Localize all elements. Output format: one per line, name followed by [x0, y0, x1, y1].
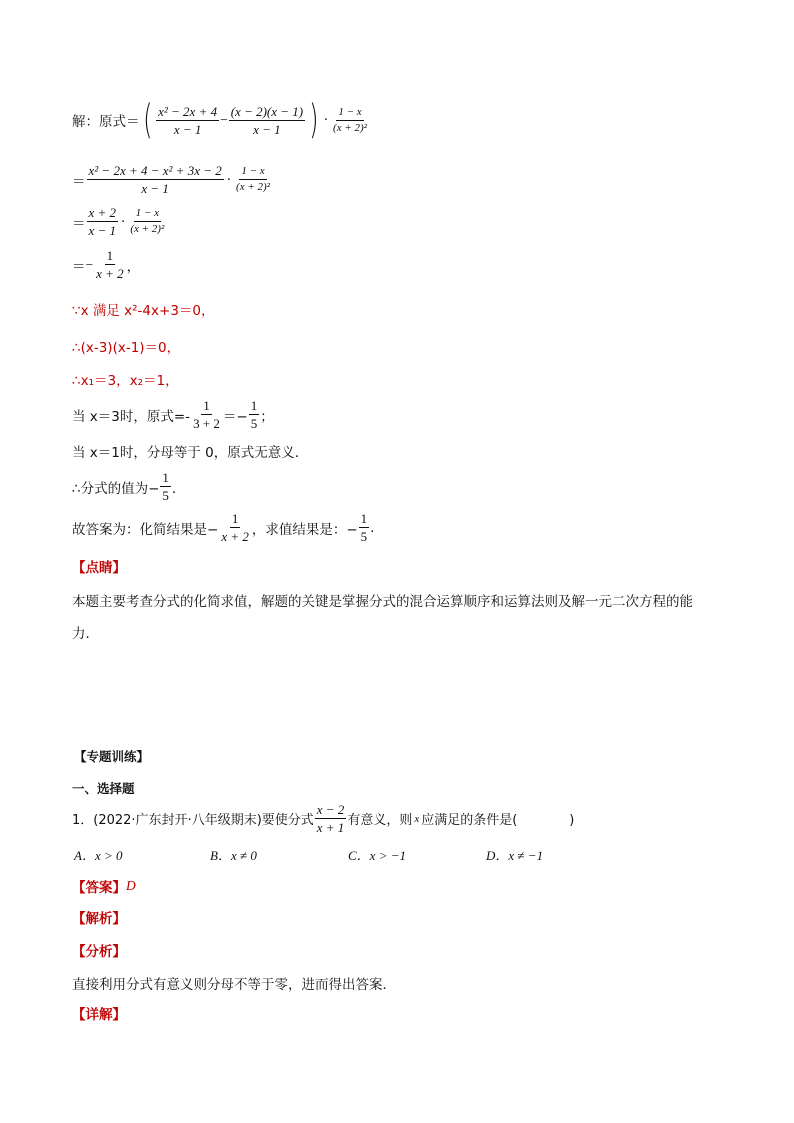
fenxi-heading: 【分析】 [72, 944, 126, 960]
section-heading: 一、选择题 [72, 781, 135, 796]
fraction-simplified: $\frac{x + 2}{x - 1}$ [88, 205, 117, 238]
multiply-dot: · [323, 112, 329, 128]
right-paren: ) [309, 97, 319, 143]
training-heading: 【专题训练】 [74, 749, 150, 764]
equals-sign: ＝ [72, 258, 86, 275]
case-line-2: 当 x＝1时，分母等于 0，原式无意义． [72, 445, 309, 461]
equals-sign: ＝ [72, 215, 86, 232]
solution-line-4 [72, 248, 140, 281]
value-prefix: ∴分式的值为− [72, 480, 160, 497]
answer-line [72, 876, 136, 896]
value-line [72, 470, 185, 503]
answer-value: D [126, 878, 136, 893]
multiply-dot: · [226, 171, 232, 188]
question-middle: 有意义，则 [347, 813, 413, 828]
minus-sign: − [85, 256, 94, 272]
comma: ， [126, 258, 141, 275]
answer-value-fraction: $\frac{1}{5}$ [360, 511, 368, 544]
factored-line: ∴(x-3)(x-1)＝0， [72, 340, 181, 356]
period: . [370, 519, 375, 536]
fraction-term-1: $\frac{\text{x² − 2x + 4}}{x - 1}$ [158, 103, 218, 137]
case-line-1 [72, 398, 274, 431]
value-fraction: $\frac{1}{5}$ [162, 470, 169, 503]
answer-heading: 【答案】 [72, 880, 126, 896]
solution-prefix: 解：原式＝ [72, 114, 140, 130]
multiply-dot: · [121, 213, 126, 230]
dianjing-heading: 【点睛】 [72, 560, 126, 576]
question-fraction: $\frac{x - 2}{x + 1}$ [316, 802, 345, 835]
case1-result-fraction: $\frac{1}{5}$ [250, 398, 258, 431]
condition-line: ∵x 满足 x²-4x+3＝0， [72, 303, 215, 319]
option-c: C．x > −1 [348, 848, 406, 863]
question-end: 应满足的条件是( ) [421, 813, 575, 828]
answer-simplified-fraction: $\frac{1}{x + 2}$ [221, 511, 249, 544]
period: ． [171, 480, 186, 497]
dianjing-text-line-2: 力． [72, 626, 99, 642]
case1-fraction: $\frac{1}{3 + 2}$ [193, 398, 220, 431]
option-d: D．x ≠ −1 [486, 848, 544, 863]
case1-equals: ＝− [222, 408, 248, 425]
fenxi-text: 直接利用分式有意义则分母不等于零，进而得出答案． [72, 977, 396, 993]
option-a: A．x > 0 [74, 848, 123, 863]
answer-prefix: 故答案为：化简结果是− [72, 521, 219, 538]
left-paren: ( [142, 97, 152, 143]
fraction-factor: $\frac{1 - x}{\text{(x + 2)²}}$ [333, 105, 367, 134]
solution-line-3 [72, 205, 167, 238]
answer-middle: ，求值结果是：− [251, 521, 358, 538]
answer-summary-line [72, 511, 374, 544]
fraction-combined: $\frac{\text{x² − 2x + 4 − x² + 3x − 2}}{x - 1}$ [88, 163, 222, 196]
question-1 [72, 802, 574, 835]
fraction-factor: $\frac{1 - x}{\text{(x + 2)²}}$ [130, 207, 165, 235]
question-variable: x [414, 812, 420, 825]
question-prefix: 1．(2022·广东封开·八年级期末)要使分式 [72, 813, 314, 828]
jiexi-heading: 【解析】 [72, 911, 126, 927]
case1-prefix: 当 x＝3时，原式=- [72, 408, 191, 425]
xiangjie-heading: 【详解】 [72, 1007, 126, 1023]
minus-sign: − [220, 112, 228, 127]
dianjing-text-line-1: 本题主要考查分式的化简求值，解题的关键是掌握分式的混合运算顺序和运算法则及解一元二次方程的能 [72, 594, 693, 610]
equals-sign: ＝ [72, 173, 86, 190]
solution-line-2 [72, 163, 273, 196]
fraction-term-2: $\frac{(x - 2)(x - 1)}{x - 1}$ [230, 103, 304, 137]
semicolon: ； [260, 408, 274, 425]
solution-line-1 [72, 97, 370, 143]
option-b: B．x ≠ 0 [210, 848, 257, 863]
fraction-factor: $\frac{1 - x}{\text{(x + 2)²}}$ [236, 165, 270, 193]
roots-line: ∴x₁＝3，x₂＝1， [72, 373, 179, 389]
fraction-result: $\frac{1}{x + 2}$ [96, 248, 124, 281]
